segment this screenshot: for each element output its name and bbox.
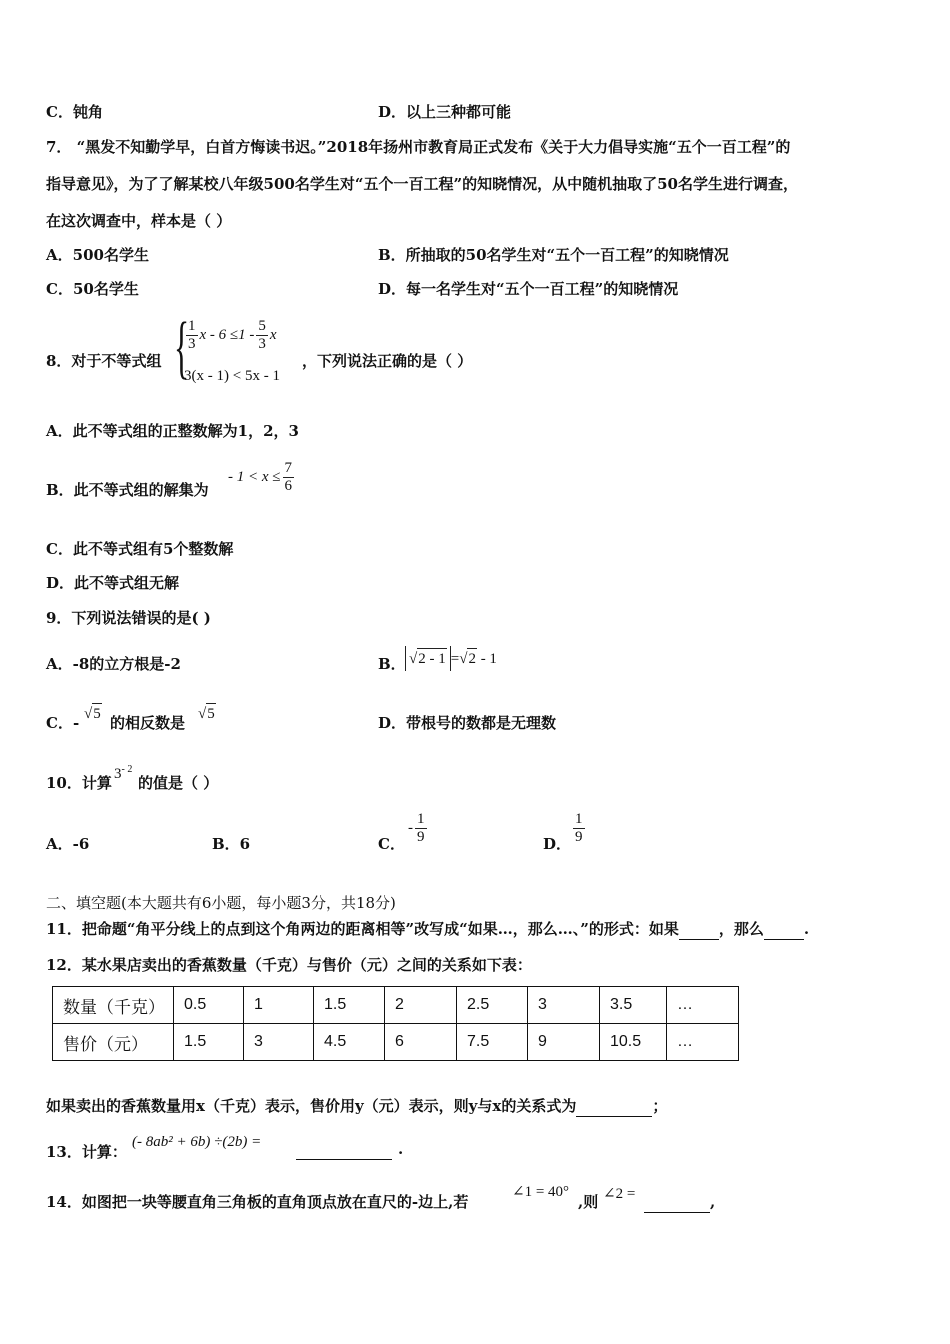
q8-system-brace: { xyxy=(174,309,190,386)
q13-expression: (- 8ab² + 6b) ÷(2b) = xyxy=(132,1134,262,1150)
q11-stem: 11．把命题“角平分线上的点到这个角两边的距离相等”改写成“如果…，那么…、”的形式：如果 ，那么 . xyxy=(46,920,810,938)
q12-blank[interactable] xyxy=(576,1096,652,1117)
q12-stem: 12．某水果店卖出的香蕉数量（千克）与售价（元）之间的关系如下表： xyxy=(46,956,532,974)
q9-stem: 9．下列说法错误的是( ) xyxy=(46,609,211,627)
q8-option-a: A．此不等式组的正整数解为1，2，3 xyxy=(46,422,299,440)
q10-option-d-math: $\frac{1}{9}$ xyxy=(575,811,583,845)
q10-option-a: A．-6 xyxy=(46,835,90,853)
table-cell: 1.5 xyxy=(314,987,385,1024)
table-cell: 10.5 xyxy=(600,1024,667,1061)
q9-option-d: D．带根号的数都是无理数 xyxy=(378,714,557,732)
table-cell: 4.5 xyxy=(314,1024,385,1061)
q14-angle-2: ∠2 = xyxy=(603,1186,636,1202)
q9-option-c-root2: √5 xyxy=(198,703,216,724)
q9-option-c-text: 的相反数是 xyxy=(110,714,186,732)
q14-stem: 14．如图把一块等腰直角三角板的直角顶点放在直尺的-边上,若 xyxy=(46,1193,469,1211)
q9-option-c-root1: √5 xyxy=(84,703,102,724)
q8-inequality-2: 3(x - 1) < 5x - 1 xyxy=(184,368,280,384)
q8-option-b-math: - 1 < x ≤ $\frac{7}{6}$ xyxy=(228,460,293,494)
table-cell: 3 xyxy=(244,1024,314,1061)
q9-option-a: A．-8的立方根是-2 xyxy=(46,655,181,673)
table-cell: 2.5 xyxy=(457,987,528,1024)
q9-option-c-label: C．- xyxy=(46,714,80,732)
q14-blank[interactable] xyxy=(644,1192,710,1213)
table-cell: 9 xyxy=(528,1024,600,1061)
q8-stem-suffix: ，下列说法正确的是（ ） xyxy=(302,352,473,370)
table-cell: 售价（元） xyxy=(53,1024,174,1061)
table-cell: 3.5 xyxy=(600,987,667,1024)
q13-prefix: 13．计算： xyxy=(46,1143,127,1161)
q10-option-c-math: - $\frac{1}{9}$ xyxy=(408,811,425,845)
q14-angle-1: ∠1 = 40° xyxy=(512,1184,570,1200)
q7-option-c: C．50名学生 xyxy=(46,280,139,298)
q7-stem-line1: 7． “黑发不知勤学早，白首方悔读书迟。”2018年扬州市教育局正式发布《关于大力倡导实施“五个一百工程”的 xyxy=(46,138,791,156)
q9-option-b-label: B． xyxy=(378,655,406,673)
q8-option-c: C．此不等式组有5个整数解 xyxy=(46,540,234,558)
q10-stem-prefix: 10．计算 xyxy=(46,774,112,792)
q13-blank[interactable] xyxy=(296,1139,392,1160)
q8-inequality-1: $\frac{1}{3}$ x - 6 ≤1 - $\frac{5}{3}$ x xyxy=(188,318,277,352)
q8-option-b: B．此不等式组的解集为 xyxy=(46,481,209,499)
q10-stem-suffix: 的值是（ ） xyxy=(138,774,219,792)
q7-option-d: D．每一名学生对“五个一百工程”的知晓情况 xyxy=(378,280,679,298)
table-cell: … xyxy=(667,987,739,1024)
table-cell: 3 xyxy=(528,987,600,1024)
table-row xyxy=(53,1024,739,1061)
q14-then: ,则 xyxy=(578,1193,599,1211)
table-cell: 1.5 xyxy=(174,1024,244,1061)
q12-table xyxy=(52,986,739,1061)
q8-stem-prefix: 8．对于不等式组 xyxy=(46,352,162,370)
table-row xyxy=(53,987,739,1024)
q10-option-c-label: C． xyxy=(378,835,405,853)
table-cell: 数量（千克） xyxy=(53,987,174,1024)
q6-option-c: C．钝角 xyxy=(46,103,103,121)
q6-option-d: D．以上三种都可能 xyxy=(378,103,512,121)
q12-question: 如果卖出的香蕉数量用x（千克）表示，售价用y（元）表示，则y与x的关系式为 ； xyxy=(46,1097,668,1115)
q14-answer: , xyxy=(644,1192,715,1213)
q7-option-b: B．所抽取的50名学生对“五个一百工程”的知晓情况 xyxy=(378,246,729,264)
q10-option-d-label: D． xyxy=(543,835,572,853)
table-cell: 0.5 xyxy=(174,987,244,1024)
q7-stem-line2: 指导意见》，为了了解某校八年级500名学生对“五个一百工程”的知晓情况，从中随机抽取了50名学生进行调查， xyxy=(46,175,798,193)
q10-option-b: B．6 xyxy=(212,835,251,853)
section-title: 二、填空题(本大题共有6小题，每小题3分，共18分) xyxy=(46,894,396,912)
q7-option-a: A．500名学生 xyxy=(46,246,149,264)
q9-option-b-math: √2 - 1 =√2 - 1 xyxy=(405,646,497,671)
table-cell: 7.5 xyxy=(457,1024,528,1061)
q11-blank-1[interactable] xyxy=(679,919,719,940)
q7-stem-line3: 在这次调查中，样本是（ ） xyxy=(46,212,232,230)
q13-answer: . xyxy=(296,1139,403,1160)
q8-option-d: D．此不等式组无解 xyxy=(46,574,180,592)
table-cell: 6 xyxy=(385,1024,457,1061)
table-cell: … xyxy=(667,1024,739,1061)
table-cell: 2 xyxy=(385,987,457,1024)
table-cell: 1 xyxy=(244,987,314,1024)
q10-power: $3^{- 2}$ xyxy=(114,764,133,782)
q11-blank-2[interactable] xyxy=(764,919,804,940)
